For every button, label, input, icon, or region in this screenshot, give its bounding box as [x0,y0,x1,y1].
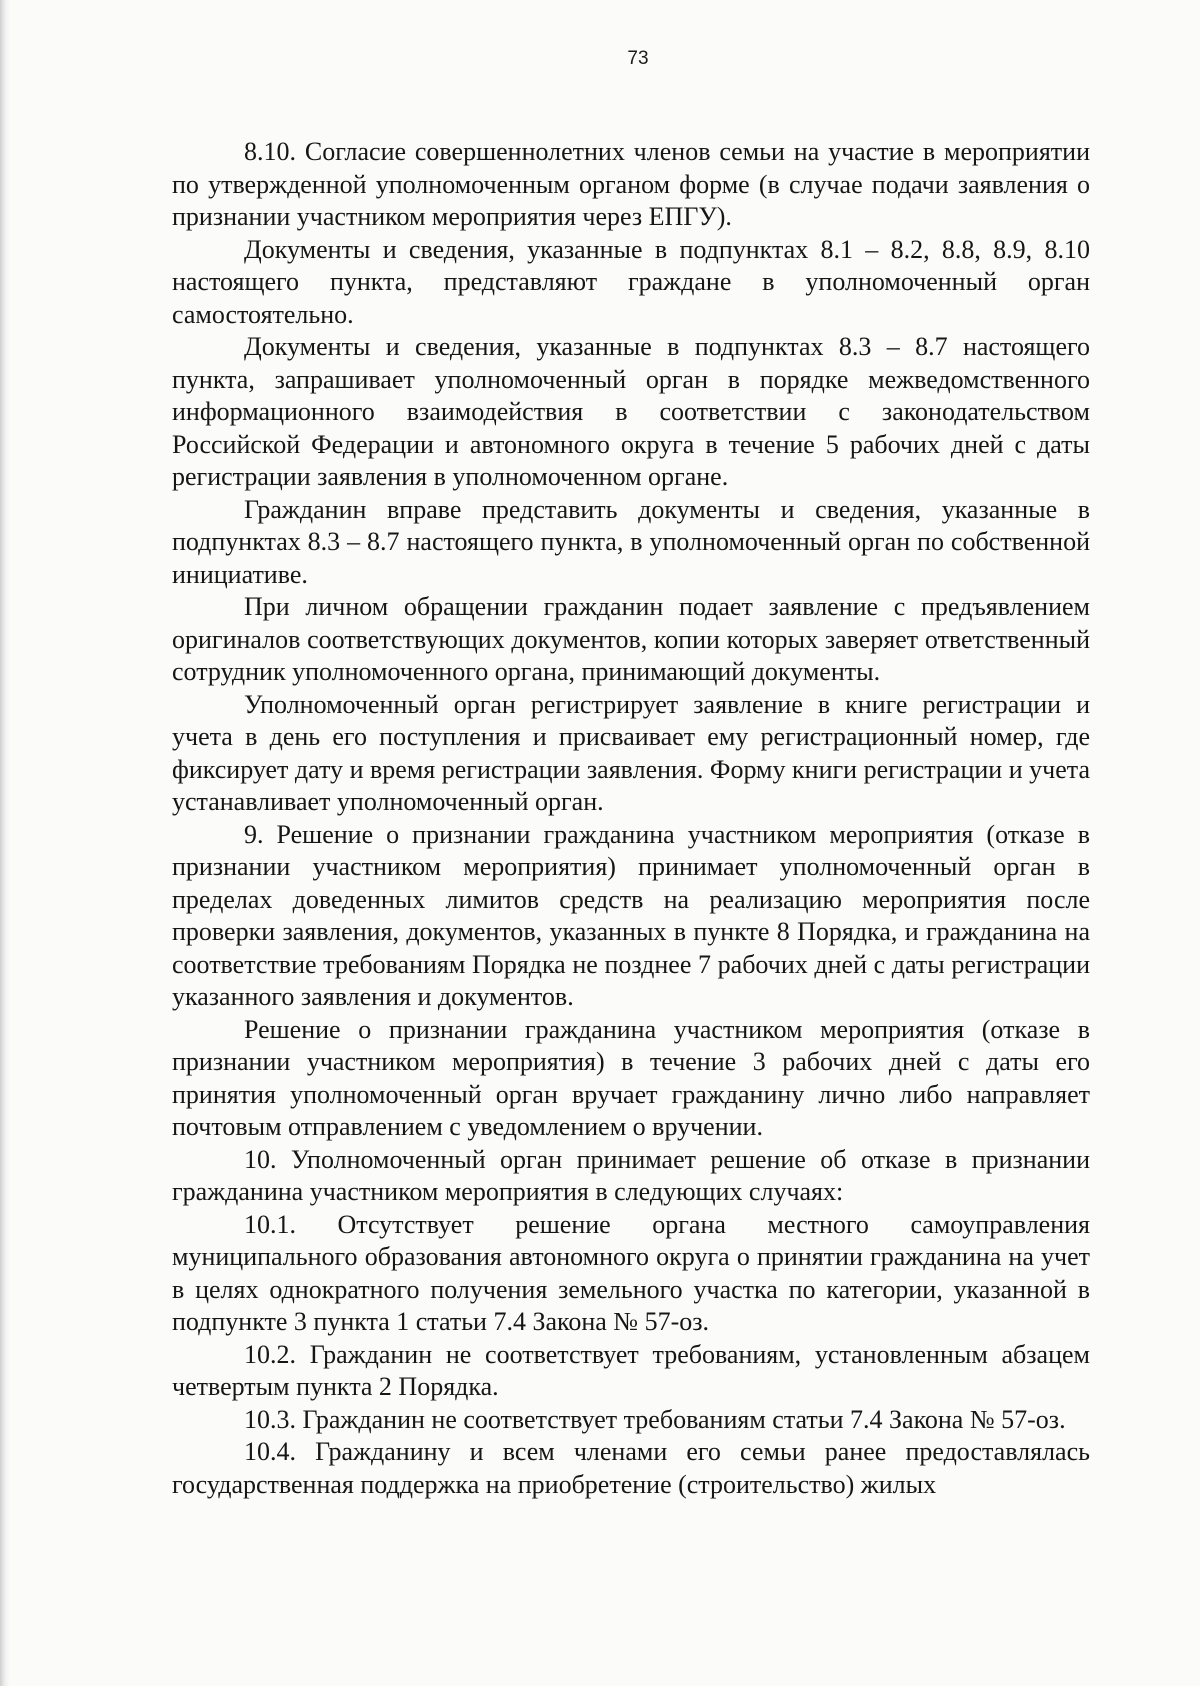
paragraph-own-initiative: Гражданин вправе представить документы и сведения, указанные в подпунктах 8.3 – 8.7 настоящего пункта, в уполномоченный орган по собственной инициативе. [172,494,1090,589]
paragraph-10-4: 10.4. Гражданину и всем членами его семьи ранее предоставлялась государственная поддержка на приобретение (строительство) жилых [172,1437,1090,1499]
scan-edge [0,0,10,1686]
paragraph-decision-delivery: Решение о признании гражданина участником мероприятия (отказе в признании участником мероприятия) в течение 3 рабочих дней с даты его принятия уполномоченный орган вручает гражданину лично либо направляет почтовым отправлением с уведомлением о вручении. [172,1014,1090,1141]
document-body [172,136,1090,1501]
paragraph-10: 10. Уполномоченный орган принимает решение об отказе в признании гражданина участником мероприятия в следующих случаях: [172,1144,1090,1206]
paragraph-documents-self: Документы и сведения, указанные в подпунктах 8.1 – 8.2, 8.8, 8.9, 8.10 настоящего пункта, представляют граждане в уполномоченный орган самостоятельно. [172,234,1090,329]
paragraph-8-10: 8.10. Согласие совершеннолетних членов семьи на участие в мероприятии по утвержденной уполномоченным органом форме (в случае подачи заявления о признании участником мероприятия через ЕПГУ). [172,137,1090,231]
paragraph-10-2: 10.2. Гражданин не соответствует требованиям, установленным абзацем четвертым пункта 2 Порядка. [172,1339,1090,1401]
page-number: 73 [627,48,649,69]
paragraph-personal-appeal: При личном обращении гражданин подает заявление с предъявлением оригиналов соответствующих документов, копии которых заверяет ответственный сотрудник уполномоченного органа, принимающий документы. [172,592,1090,686]
paragraph-10-3: 10.3. Гражданин не соответствует требованиям статьи 7.4 Закона № 57-оз. [244,1404,1066,1434]
paragraph-10-1: 10.1. Отсутствует решение органа местного самоуправления муниципального образования автономного округа о принятии гражданина на учет в целях однократного получения земельного участка по категории, указанной в подпункте 3 пункта 1 статьи 7.4 Закона № 57-оз. [172,1209,1090,1336]
paragraph-registration: Уполномоченный орган регистрирует заявление в книге регистрации и учета в день его поступления и присваивает ему регистрационный номер, где фиксирует дату и время регистрации заявления. Форму книги регистрации и учета устанавливает уполномоченный орган. [172,689,1090,816]
paragraph-9: 9. Решение о признании гражданина участником мероприятия (отказе в признании участником мероприятия) принимает уполномоченный орган в пределах доведенных лимитов средств на реализацию мероприятия после проверки заявления, документов, указанных в пункте 8 Порядка, и гражданина на соответствие требованиям Порядка не позднее 7 рабочих дней с даты регистрации указанного заявления и документов. [172,819,1090,1011]
paragraph-documents-requested: Документы и сведения, указанные в подпунктах 8.3 – 8.7 настоящего пункта, запрашивает уполномоченный орган в порядке межведомственного информационного взаимодействия в соответствии с законодательством Российской Федерации и автономного округа в течение 5 рабочих дней с даты регистрации заявления в уполномоченном органе. [172,332,1090,491]
